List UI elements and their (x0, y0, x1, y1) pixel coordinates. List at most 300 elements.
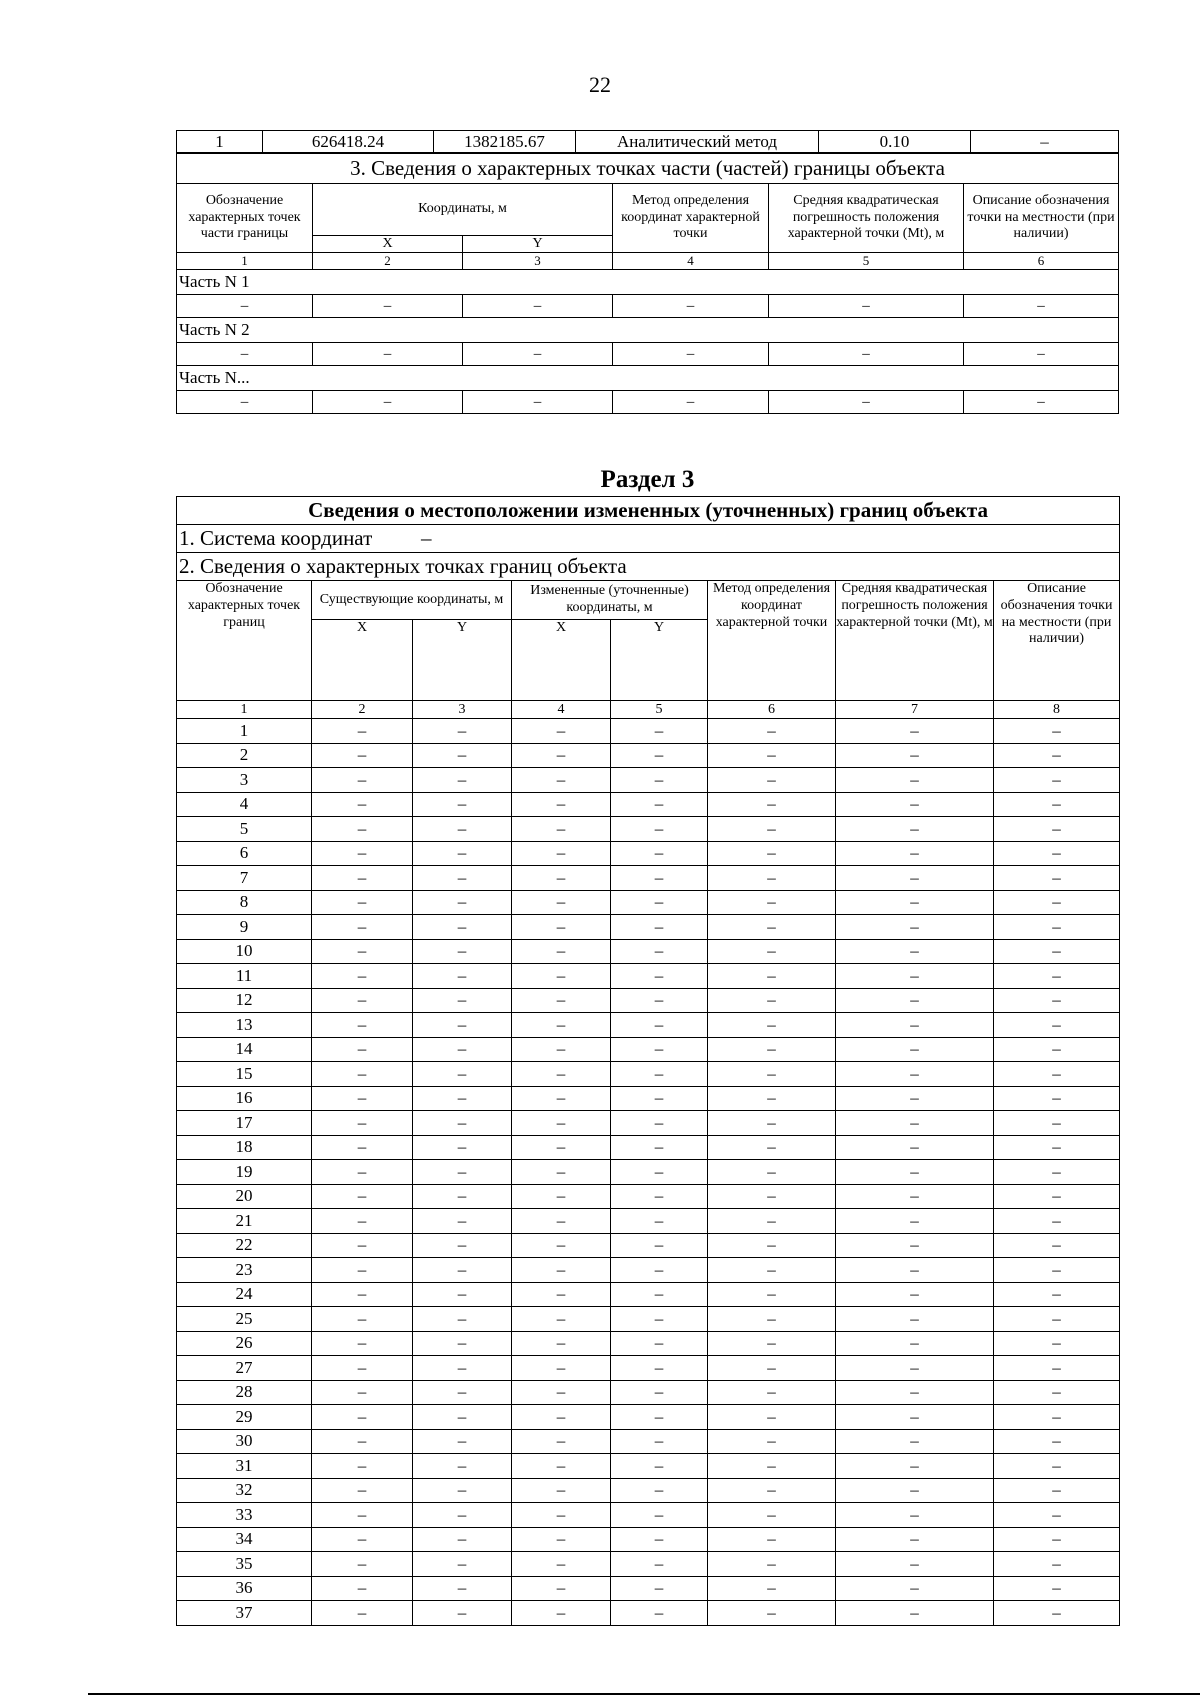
table-cell: – (512, 768, 611, 793)
table-cell: – (312, 1135, 413, 1160)
table-cell: – (611, 939, 708, 964)
table-cell: – (708, 1160, 836, 1185)
table-cell: – (312, 866, 413, 891)
table-cell: – (512, 1233, 611, 1258)
table-cell: – (512, 1209, 611, 1234)
table-cell: – (836, 1111, 994, 1136)
table-cell: – (413, 719, 512, 744)
table-cell: – (994, 1209, 1120, 1234)
point-number: 2 (177, 743, 312, 768)
coordinate-system-label: 1. Система координат (179, 526, 373, 550)
section-title: Сведения о местоположении измененных (уточненных) границ объекта (177, 497, 1120, 525)
table-cell: – (512, 866, 611, 891)
table-cell: – (994, 1160, 1120, 1185)
table-cell: – (512, 1184, 611, 1209)
table-cell: – (512, 1086, 611, 1111)
table-cell: – (312, 1503, 413, 1528)
table-cell: – (312, 1037, 413, 1062)
table-cell: – (708, 964, 836, 989)
table-cell: – (994, 866, 1120, 891)
table-row (177, 1209, 1120, 1234)
table-cell: – (312, 1356, 413, 1381)
table-cell: – (708, 988, 836, 1013)
table-cell: – (836, 1429, 994, 1454)
table-cell: – (312, 1429, 413, 1454)
header-x: X (313, 235, 463, 252)
table-cell: – (994, 719, 1120, 744)
point-number: 5 (177, 817, 312, 842)
table-cell: – (312, 915, 413, 940)
table-row (177, 1086, 1120, 1111)
point-number: 21 (177, 1209, 312, 1234)
point-number: 1 (177, 719, 312, 744)
table-cell: – (708, 743, 836, 768)
table-cell: – (312, 1552, 413, 1577)
table-cell: – (836, 841, 994, 866)
table-cell: – (708, 1258, 836, 1283)
table-cell: – (611, 1037, 708, 1062)
table-cell: – (708, 1135, 836, 1160)
table-cell: – (312, 1405, 413, 1430)
table-cell: – (312, 1062, 413, 1087)
table-row (177, 1111, 1120, 1136)
table-cell: – (708, 1307, 836, 1332)
table-cell: – (994, 1331, 1120, 1356)
table-cell: – (312, 939, 413, 964)
table-cell: – (512, 1013, 611, 1038)
table-cell: – (512, 1037, 611, 1062)
table-cell: – (836, 866, 994, 891)
point-number: 35 (177, 1552, 312, 1577)
table-cell: – (312, 1086, 413, 1111)
table-cell: – (994, 1282, 1120, 1307)
table-cell: – (312, 988, 413, 1013)
table-cell: – (413, 1356, 512, 1381)
table-cell: – (611, 841, 708, 866)
table-row (177, 1478, 1120, 1503)
point-number: 25 (177, 1307, 312, 1332)
table-cell: – (836, 1356, 994, 1381)
column-number: 4 (613, 253, 769, 270)
table-cell: – (708, 792, 836, 817)
header-description: Описание обозначения точки на местности (при наличии) (994, 581, 1120, 701)
header-designation: Обозначение характерных точек границ (177, 581, 312, 701)
part-label: Часть N 2 (177, 318, 1119, 343)
table-cell: – (836, 1601, 994, 1626)
table-cell: – (994, 1601, 1120, 1626)
table-cell: – (613, 391, 769, 414)
table-cell: – (413, 1258, 512, 1283)
table-cell: – (994, 1062, 1120, 1087)
table-cell: – (463, 295, 613, 318)
table-cell: – (413, 1184, 512, 1209)
table-cell: – (512, 1160, 611, 1185)
table-cell: – (312, 1527, 413, 1552)
header-changed-coordinates: Измененные (уточненные) координаты, м (512, 581, 708, 620)
point-number: 16 (177, 1086, 312, 1111)
changed-boundaries-table (176, 496, 1120, 1626)
table-cell: – (994, 1307, 1120, 1332)
table-cell: – (836, 1184, 994, 1209)
table-row (177, 1380, 1120, 1405)
table-cell: – (611, 792, 708, 817)
table-row (177, 1527, 1120, 1552)
table-cell: – (836, 743, 994, 768)
column-number: 7 (836, 701, 994, 719)
table-cell: – (708, 1037, 836, 1062)
table-cell: – (313, 295, 463, 318)
table-cell: – (413, 1527, 512, 1552)
table-cell: – (708, 1062, 836, 1087)
table-row (177, 939, 1120, 964)
cell-description: – (971, 131, 1119, 154)
table-cell: – (994, 1552, 1120, 1577)
point-number: 33 (177, 1503, 312, 1528)
point-number: 9 (177, 915, 312, 940)
table-row (177, 1135, 1120, 1160)
table-row (177, 1503, 1120, 1528)
table-row (177, 890, 1120, 915)
table-cell: – (836, 1037, 994, 1062)
point-number: 23 (177, 1258, 312, 1283)
table-cell: – (769, 295, 964, 318)
point-number: 31 (177, 1454, 312, 1479)
column-number: 4 (512, 701, 611, 719)
table-cell: – (994, 841, 1120, 866)
cell-x: 626418.24 (263, 131, 434, 154)
cell-method: Аналитический метод (576, 131, 819, 154)
table-cell: – (836, 1331, 994, 1356)
table-cell: – (413, 1282, 512, 1307)
table-cell: – (413, 1552, 512, 1577)
table-cell: – (708, 1233, 836, 1258)
table-row (177, 915, 1120, 940)
table-row (177, 1160, 1120, 1185)
table-cell: – (413, 1233, 512, 1258)
point-number: 15 (177, 1062, 312, 1087)
table-cell: – (312, 1209, 413, 1234)
table-cell: – (413, 1405, 512, 1430)
table-row (177, 1552, 1120, 1577)
table-cell: – (512, 1429, 611, 1454)
table-cell: – (512, 792, 611, 817)
cell-y: 1382185.67 (434, 131, 576, 154)
table-cell: – (611, 1258, 708, 1283)
point-number: 12 (177, 988, 312, 1013)
table-cell: – (769, 343, 964, 366)
column-number: 3 (413, 701, 512, 719)
point-number: 32 (177, 1478, 312, 1503)
table-cell: – (413, 1086, 512, 1111)
table-cell: – (177, 295, 313, 318)
table-row (177, 988, 1120, 1013)
table-cell: – (611, 1111, 708, 1136)
part-label: Часть N 1 (177, 270, 1119, 295)
table-cell: – (613, 343, 769, 366)
table-cell: – (413, 792, 512, 817)
table-cell: – (312, 964, 413, 989)
table-cell: – (312, 792, 413, 817)
table-cell: – (611, 1160, 708, 1185)
table-cell: – (994, 817, 1120, 842)
table-cell: – (413, 1307, 512, 1332)
table-cell: – (836, 768, 994, 793)
table-cell: – (836, 1086, 994, 1111)
table-cell: – (512, 1111, 611, 1136)
table-cell: – (708, 866, 836, 891)
table-row (177, 1037, 1120, 1062)
table-cell: – (611, 1086, 708, 1111)
table-cell: – (611, 1135, 708, 1160)
table-cell: – (611, 1429, 708, 1454)
table-cell: – (964, 391, 1119, 414)
table-cell: – (413, 743, 512, 768)
cell-accuracy: 0.10 (819, 131, 971, 154)
table-cell: – (994, 988, 1120, 1013)
table-cell: – (708, 1429, 836, 1454)
table-cell: – (611, 1331, 708, 1356)
table-cell: – (611, 1209, 708, 1234)
table-row (177, 719, 1120, 744)
table-cell: – (708, 719, 836, 744)
table-cell: – (312, 1478, 413, 1503)
table-cell: – (836, 1135, 994, 1160)
table-cell: – (964, 295, 1119, 318)
table-cell: – (512, 841, 611, 866)
table-cell: – (611, 1454, 708, 1479)
point-number: 17 (177, 1111, 312, 1136)
table-cell: – (413, 988, 512, 1013)
table-cell: – (512, 743, 611, 768)
table-cell: – (994, 1233, 1120, 1258)
table-cell: – (836, 1552, 994, 1577)
table-cell: – (836, 1503, 994, 1528)
table-row (177, 1429, 1120, 1454)
bottom-rule (88, 1693, 1200, 1695)
table-cell: – (312, 1233, 413, 1258)
table-row (177, 841, 1120, 866)
point-number: 29 (177, 1405, 312, 1430)
table-cell: – (836, 1527, 994, 1552)
header-x: X (312, 620, 413, 701)
table-cell: – (413, 1135, 512, 1160)
header-x: X (512, 620, 611, 701)
table-cell: – (769, 391, 964, 414)
header-coordinates: Координаты, м (313, 184, 613, 236)
point-number: 28 (177, 1380, 312, 1405)
table-cell: – (413, 1380, 512, 1405)
point-number: 10 (177, 939, 312, 964)
table-cell: – (413, 915, 512, 940)
table-cell: – (708, 817, 836, 842)
table-cell: – (413, 939, 512, 964)
table-cell: – (611, 1356, 708, 1381)
table-cell: – (413, 1503, 512, 1528)
table-cell: – (611, 817, 708, 842)
table-cell: – (312, 1331, 413, 1356)
table-cell: – (836, 1233, 994, 1258)
table-cell: – (836, 1307, 994, 1332)
table-cell: – (413, 964, 512, 989)
header-method: Метод определения координат характерной точки (708, 581, 836, 701)
header-y: Y (611, 620, 708, 701)
table-cell: – (836, 1576, 994, 1601)
table-row (177, 1013, 1120, 1038)
table-cell: – (611, 1527, 708, 1552)
table-cell: – (964, 343, 1119, 366)
table-cell: – (312, 841, 413, 866)
header-method: Метод определения координат характерной точки (613, 184, 769, 253)
table-cell: – (836, 1062, 994, 1087)
table-cell: – (512, 1380, 611, 1405)
points-title: 2. Сведения о характерных точках границ объекта (177, 553, 1120, 581)
table-cell: – (312, 1160, 413, 1185)
point-number: 4 (177, 792, 312, 817)
table-cell: – (708, 1356, 836, 1381)
table-cell: – (512, 939, 611, 964)
table-cell: – (177, 343, 313, 366)
table-cell: – (708, 1380, 836, 1405)
header-designation: Обозначение характерных точек части границы (177, 184, 313, 253)
table-cell: – (313, 391, 463, 414)
table-cell: – (994, 964, 1120, 989)
page-number: 22 (589, 72, 611, 97)
cell-point: 1 (177, 131, 263, 154)
table-cell: – (611, 1062, 708, 1087)
table-cell: – (312, 768, 413, 793)
table-cell: – (994, 1013, 1120, 1038)
table-cell: – (836, 1160, 994, 1185)
table-cell: – (611, 1013, 708, 1038)
table-row (177, 964, 1120, 989)
table-cell: – (512, 719, 611, 744)
table-cell: – (312, 719, 413, 744)
header-y: Y (413, 620, 512, 701)
table-cell: – (413, 768, 512, 793)
table-row (177, 866, 1120, 891)
table-cell: – (611, 1380, 708, 1405)
table-cell: – (611, 890, 708, 915)
table-cell: – (512, 1552, 611, 1577)
table-cell: – (611, 1478, 708, 1503)
table-cell: – (512, 1282, 611, 1307)
table-row (177, 1307, 1120, 1332)
table-cell: – (994, 1576, 1120, 1601)
table-cell: – (836, 719, 994, 744)
table-cell: – (512, 1258, 611, 1283)
table-cell: – (611, 915, 708, 940)
table-cell: – (836, 1013, 994, 1038)
table-cell: – (312, 1258, 413, 1283)
table-cell: – (512, 1478, 611, 1503)
coordinate-system-value: – (421, 526, 432, 550)
table-cell: – (708, 841, 836, 866)
table-cell: – (994, 1527, 1120, 1552)
table-cell: – (413, 890, 512, 915)
table-row (177, 1258, 1120, 1283)
column-number: 6 (964, 253, 1119, 270)
table-cell: – (994, 1380, 1120, 1405)
table-cell: – (708, 1478, 836, 1503)
table-cell: – (611, 866, 708, 891)
table-cell: – (413, 866, 512, 891)
table-cell: – (836, 817, 994, 842)
table-row (177, 1282, 1120, 1307)
table-cell: – (994, 1503, 1120, 1528)
header-existing-coordinates: Существующие координаты, м (312, 581, 512, 620)
column-number: 6 (708, 701, 836, 719)
table-cell: – (611, 988, 708, 1013)
table-cell: – (463, 391, 613, 414)
table-cell: – (836, 1209, 994, 1234)
table-cell: – (994, 1037, 1120, 1062)
table-cell: – (413, 1013, 512, 1038)
table-cell: – (994, 1086, 1120, 1111)
table-cell: – (994, 939, 1120, 964)
column-number: 8 (994, 701, 1120, 719)
table-cell: – (611, 719, 708, 744)
column-number: 3 (463, 253, 613, 270)
column-number: 5 (611, 701, 708, 719)
table-cell: – (512, 1601, 611, 1626)
table-cell: – (413, 1601, 512, 1626)
table-cell: – (312, 817, 413, 842)
point-number: 19 (177, 1160, 312, 1185)
point-number: 8 (177, 890, 312, 915)
table-cell: – (413, 1454, 512, 1479)
table-cell: – (413, 1111, 512, 1136)
table-cell: – (413, 1209, 512, 1234)
table-cell: – (836, 1258, 994, 1283)
point-number: 30 (177, 1429, 312, 1454)
table-cell: – (611, 1601, 708, 1626)
point-number: 14 (177, 1037, 312, 1062)
table-cell: – (994, 1258, 1120, 1283)
table-cell: – (994, 1405, 1120, 1430)
table-cell: – (836, 915, 994, 940)
table-row (177, 1356, 1120, 1381)
table-cell: – (512, 1307, 611, 1332)
table-cell: – (312, 890, 413, 915)
table-cell: – (836, 792, 994, 817)
point-number: 37 (177, 1601, 312, 1626)
table-cell: – (708, 939, 836, 964)
table-row (177, 1062, 1120, 1087)
table-cell: – (512, 915, 611, 940)
table-cell: – (413, 1576, 512, 1601)
table-cell: – (413, 1429, 512, 1454)
table-row (177, 131, 1119, 154)
table-cell: – (708, 1576, 836, 1601)
table-cell: – (512, 1062, 611, 1087)
table-row (177, 1576, 1120, 1601)
table-cell: – (611, 1552, 708, 1577)
column-number: 5 (769, 253, 964, 270)
table-cell: – (413, 1037, 512, 1062)
table-cell: – (613, 295, 769, 318)
table-cell: – (836, 1405, 994, 1430)
table-row (177, 1233, 1120, 1258)
table-cell: – (312, 1380, 413, 1405)
table-cell: – (512, 1331, 611, 1356)
table-cell: – (994, 768, 1120, 793)
point-number: 26 (177, 1331, 312, 1356)
table-cell: – (836, 1454, 994, 1479)
table-cell: – (994, 1111, 1120, 1136)
table-row (177, 1601, 1120, 1626)
table-row (177, 1405, 1120, 1430)
table-row (177, 1454, 1120, 1479)
